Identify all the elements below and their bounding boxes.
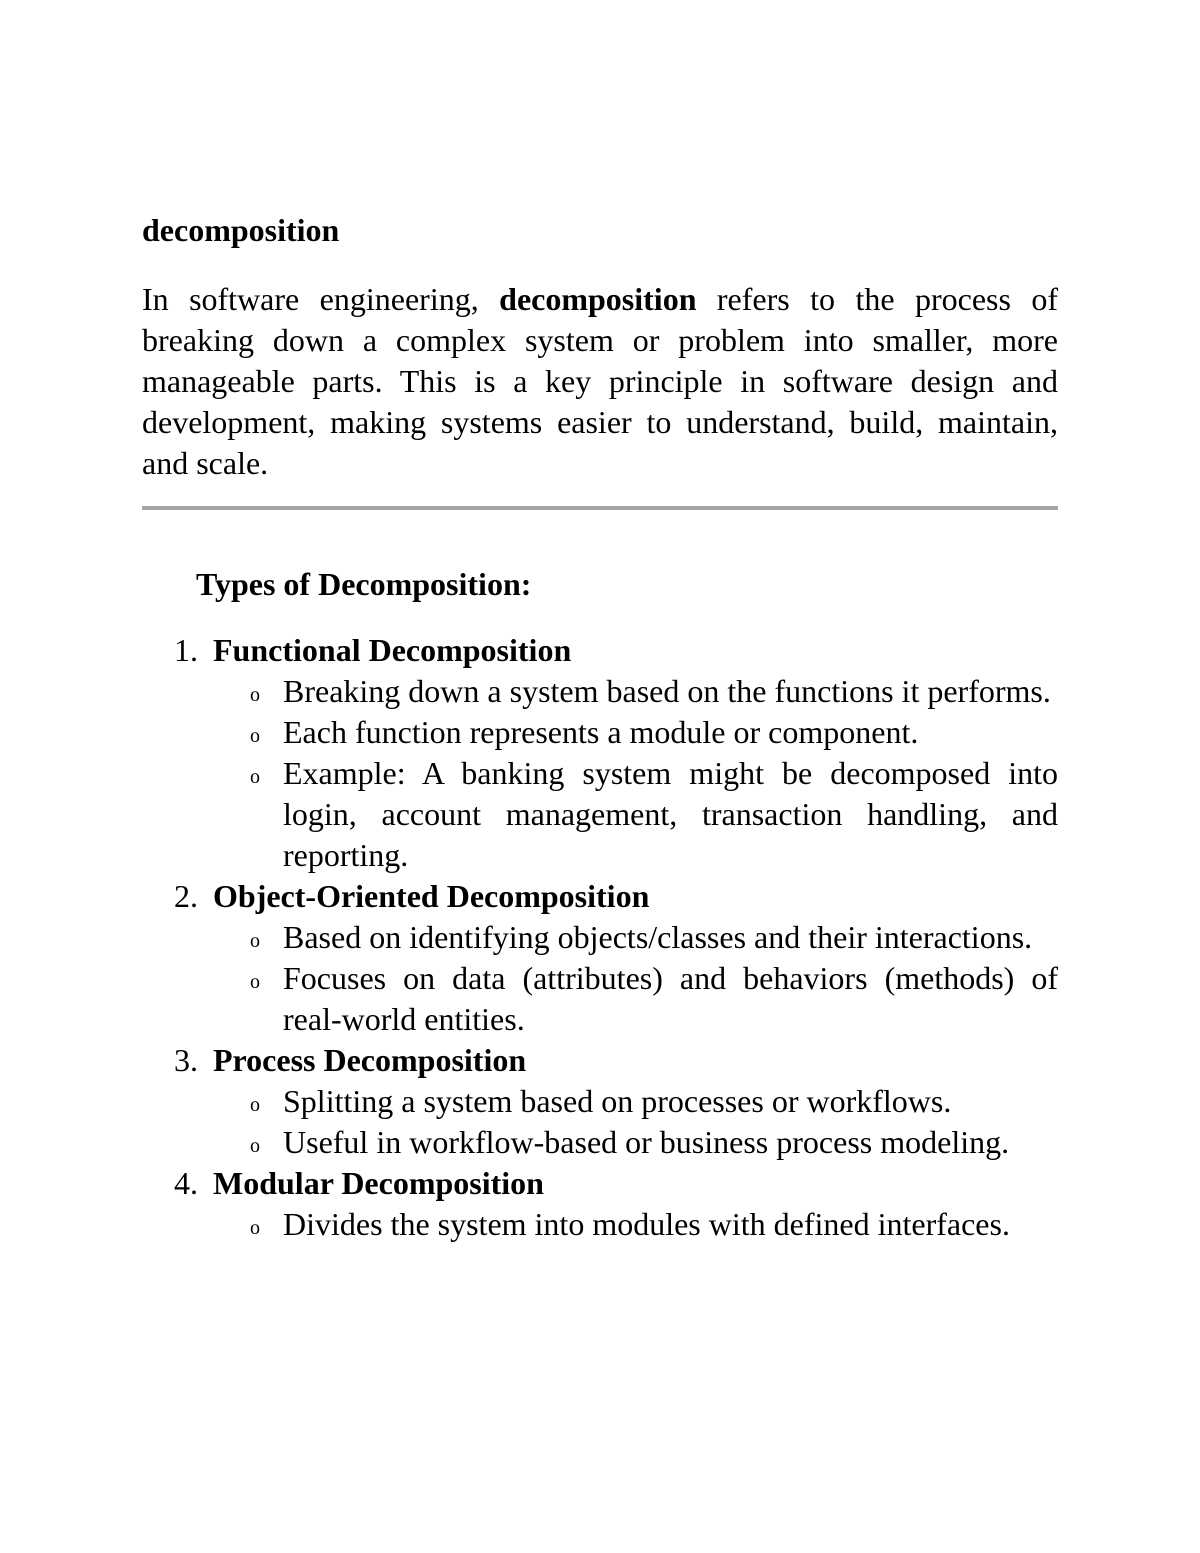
list-item-heading xyxy=(142,630,1058,671)
list-item-heading xyxy=(142,1040,1058,1081)
list-item xyxy=(142,876,1058,1040)
list-item-title: Functional Decomposition xyxy=(213,632,572,668)
sub-list-text: Example: A banking system might be decomposed into login, account management, transaction handling, and reporting. xyxy=(283,755,1058,873)
list-number: 4. xyxy=(174,1165,198,1201)
sub-list-item xyxy=(142,753,1058,876)
sub-list-item xyxy=(142,1081,1058,1122)
sub-list-item xyxy=(142,712,1058,753)
bullet-icon: o xyxy=(250,766,260,788)
intro-text-after: refers to the process of breaking down a complex system or problem into smaller, more manageable parts. This is a key principle in software design and development, making systems easier to understand, build, maintain, and scale. xyxy=(142,281,1059,481)
list-item xyxy=(142,1163,1058,1245)
sub-list xyxy=(142,671,1058,876)
sub-list-item xyxy=(142,1204,1058,1245)
list-item-title: Modular Decomposition xyxy=(213,1165,544,1201)
bullet-icon: o xyxy=(250,1094,260,1116)
sub-list-item xyxy=(142,917,1058,958)
sub-list-item xyxy=(142,671,1058,712)
bullet-icon: o xyxy=(250,1217,260,1239)
list-number: 3. xyxy=(174,1042,198,1078)
list-number: 2. xyxy=(174,878,198,914)
sub-list-text: Useful in workflow-based or business process modeling. xyxy=(283,1124,1010,1160)
list-item-title: Object-Oriented Decomposition xyxy=(213,878,650,914)
sub-list-text: Splitting a system based on processes or workflows. xyxy=(283,1083,952,1119)
sub-list xyxy=(142,917,1058,1040)
horizontal-divider xyxy=(142,506,1058,510)
intro-text-before: In software engineering, xyxy=(142,281,500,317)
types-list xyxy=(142,630,1058,1245)
sub-list-text: Breaking down a system based on the functions it performs. xyxy=(283,673,1051,709)
sub-list-text: Each function represents a module or component. xyxy=(283,714,919,750)
sub-list xyxy=(142,1081,1058,1163)
sub-list-text: Divides the system into modules with defined interfaces. xyxy=(283,1206,1010,1242)
sub-list-text: Based on identifying objects/classes and their interactions. xyxy=(283,919,1033,955)
intro-paragraph xyxy=(142,279,1058,484)
list-item xyxy=(142,1040,1058,1163)
bullet-icon: o xyxy=(250,684,260,706)
sub-list-item xyxy=(142,1122,1058,1163)
list-item-heading xyxy=(142,876,1058,917)
bullet-icon: o xyxy=(250,971,260,993)
list-item-title: Process Decomposition xyxy=(213,1042,527,1078)
bullet-icon: o xyxy=(250,1135,260,1157)
intro-bold-term: decomposition xyxy=(499,281,697,317)
sub-list-item xyxy=(142,958,1058,1040)
list-number: 1. xyxy=(174,632,198,668)
section-heading: Types of Decomposition: xyxy=(196,566,532,602)
page-title: decomposition xyxy=(142,212,340,248)
list-item-heading xyxy=(142,1163,1058,1204)
bullet-icon: o xyxy=(250,725,260,747)
bullet-icon: o xyxy=(250,930,260,952)
sub-list-text: Focuses on data (attributes) and behaviors (methods) of real-world entities. xyxy=(283,960,1058,1037)
list-item xyxy=(142,630,1058,876)
sub-list xyxy=(142,1204,1058,1245)
